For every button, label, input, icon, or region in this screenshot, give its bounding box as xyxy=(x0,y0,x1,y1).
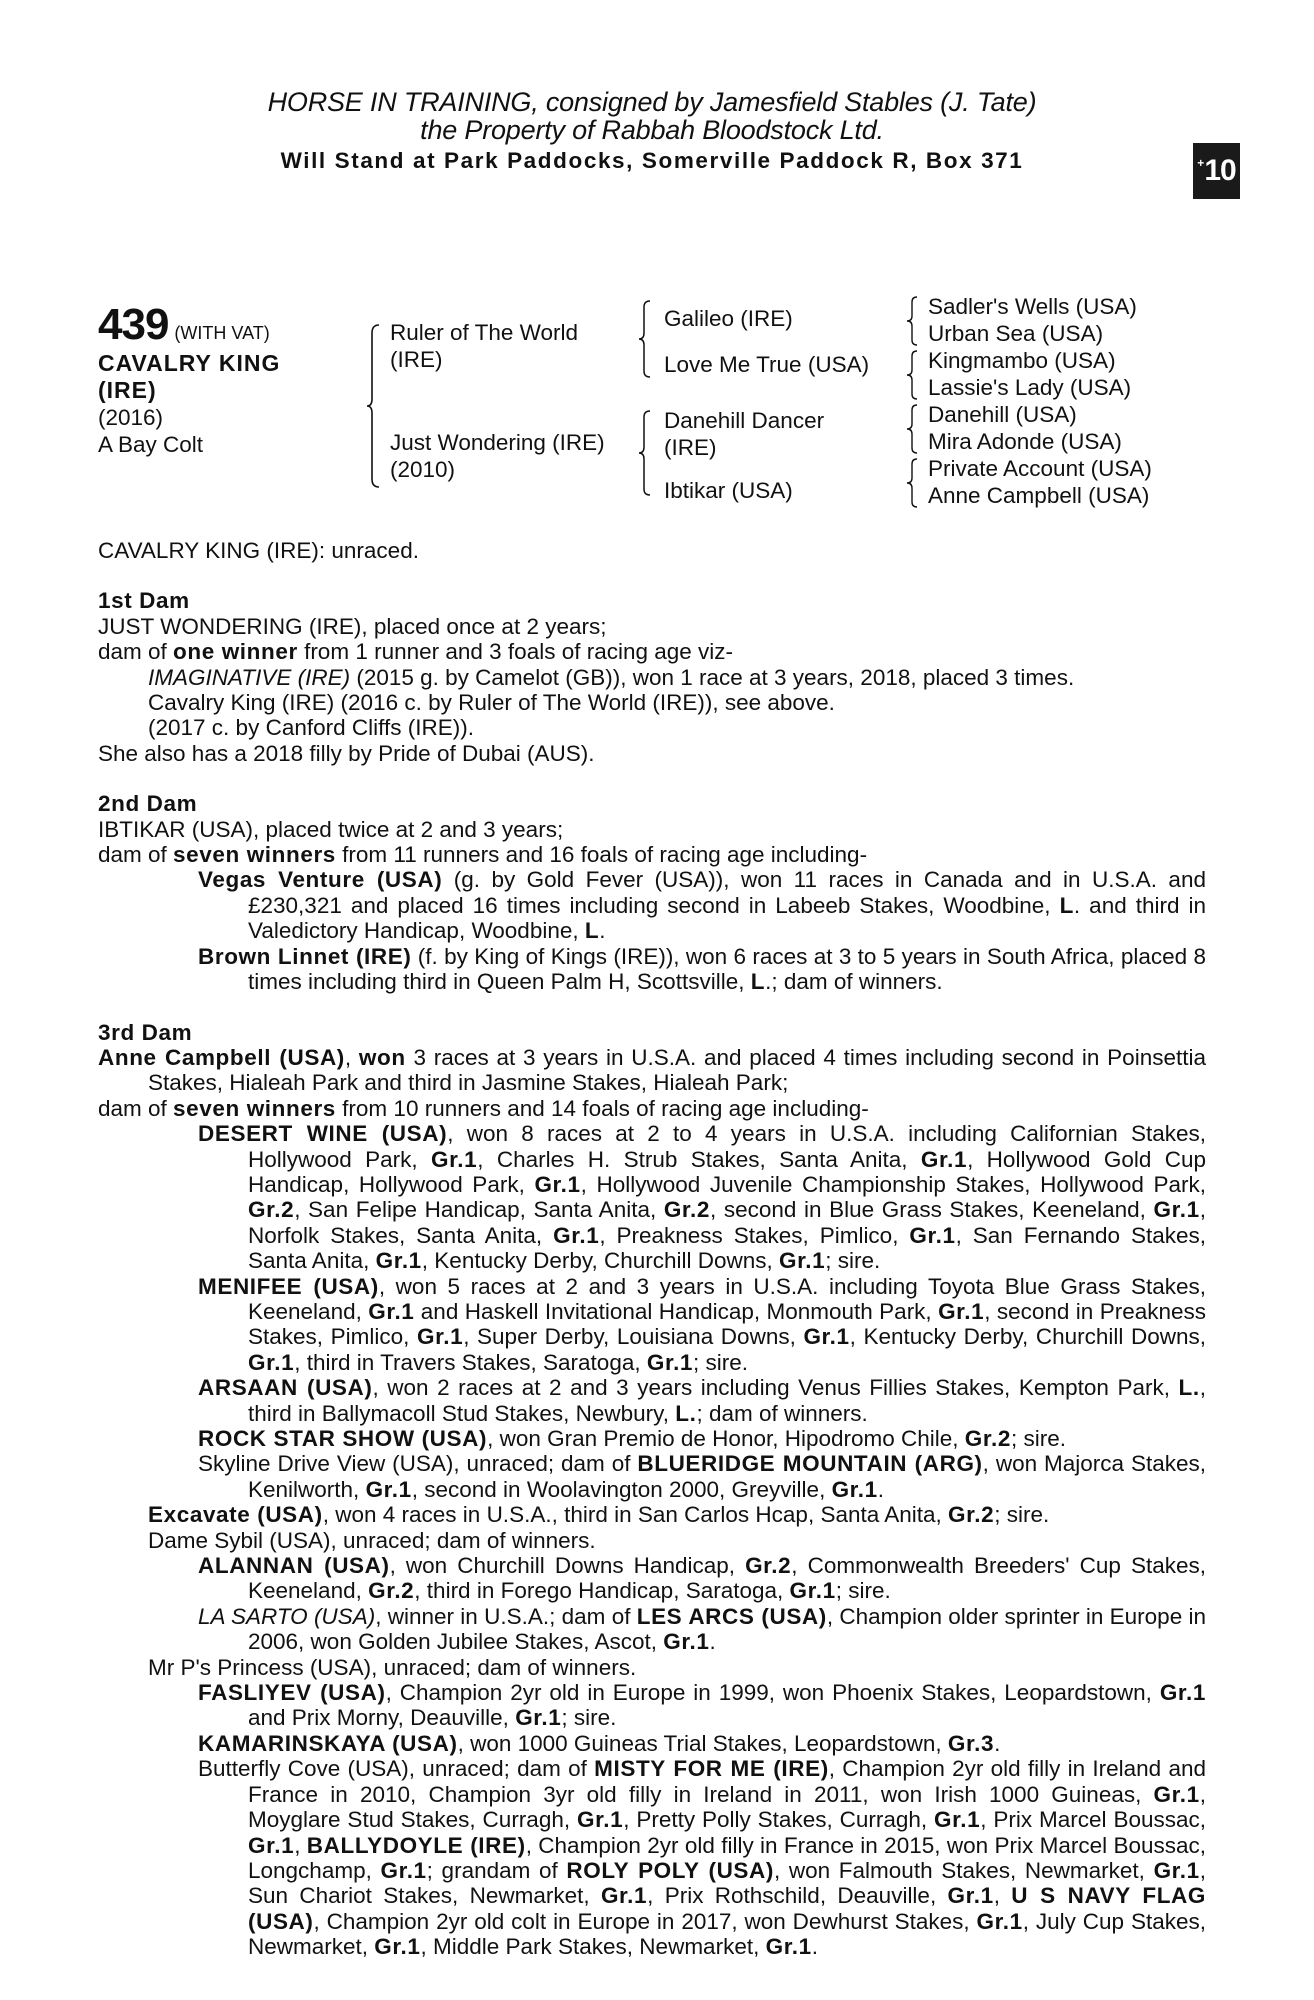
dam-sire-country: (IRE) xyxy=(664,435,717,460)
ggp-7: Private Account (USA) xyxy=(928,456,1152,481)
third-dam-summary: dam of seven winners from 10 runners and 14 foals of racing age including- xyxy=(98,1095,869,1121)
catalogue-page xyxy=(98,87,1236,1960)
produce-la-sarto: LA SARTO (USA), winner in U.S.A.; dam of LES ARCS (USA), Champion older sprinter in Europe in 2006, won Golden Jubilee Stakes, Ascot, Gr.1. xyxy=(198,1603,1207,1655)
produce-rock-star-show: ROCK STAR SHOW (USA), won Gran Premio de Honor, Hipodromo Chile, Gr.2; sire. xyxy=(198,1426,1066,1451)
ggp-6: Mira Adonde (USA) xyxy=(928,429,1122,454)
pedigree-block xyxy=(98,293,1206,533)
sire-country: (IRE) xyxy=(390,347,443,372)
produce-brown-linnet: Brown Linnet (IRE) (f. by King of Kings (IRE)), won 6 races at 3 to 5 years in South Africa, placed 8 times including third in Queen Palm H, Scottsville, L.; dam of winners. xyxy=(198,943,1206,995)
first-dam-heading: 1st Dam xyxy=(98,588,190,614)
first-dam-produce-1: IMAGINATIVE (IRE) (2015 g. by Camelot (GB)), won 1 race at 3 years, 2018, placed 3 times. xyxy=(148,664,1075,690)
produce-alannan: ALANNAN (USA), won Churchill Downs Handicap, Gr.2, Commonwealth Breeders' Cup Stakes, Keeneland, Gr.2, third in Forego Handicap, Saratoga, Gr.1; sire. xyxy=(198,1553,1206,1604)
produce-fasliyev: FASLIYEV (USA), Champion 2yr old in Europe in 1999, won Phoenix Stakes, Leopardstown, Gr.1 and Prix Morny, Deauville, Gr.1; sire. xyxy=(198,1680,1206,1731)
vat-label: (WITH VAT) xyxy=(174,323,270,343)
plus-10-badge: + 10 xyxy=(1193,143,1240,199)
dam-name: Just Wondering (IRE) xyxy=(390,430,605,455)
produce-excavate: Excavate (USA), won 4 races in U.S.A., third in San Carlos Hcap, Santa Anita, Gr.2; sire. xyxy=(148,1502,1050,1528)
ggp-1: Sadler's Wells (USA) xyxy=(928,294,1137,319)
first-dam-produce-3: (2017 c. by Canford Cliffs (IRE)). xyxy=(148,715,474,741)
race-record: CAVALRY KING (IRE): unraced. xyxy=(98,538,419,563)
horse-name: CAVALRY KING xyxy=(98,350,281,376)
sire-name: Ruler of The World xyxy=(390,320,578,345)
dam-sire: Danehill Dancer xyxy=(664,408,825,433)
horse-year: (2016) xyxy=(98,405,164,430)
ggp-brace-4 xyxy=(906,457,918,509)
produce-mr-ps-princess: Mr P's Princess (USA), unraced; dam of winners. xyxy=(148,1654,637,1680)
ggp-4: Lassie's Lady (USA) xyxy=(928,375,1132,400)
third-dam-heading: 3rd Dam xyxy=(98,1019,193,1045)
first-dam-summary: dam of one winner from 1 runner and 3 foals of racing age viz- xyxy=(98,639,734,665)
ggp-brace-1 xyxy=(906,295,918,347)
horse-description: A Bay Colt xyxy=(98,432,204,457)
dam-year: (2010) xyxy=(390,457,456,482)
ggp-3: Kingmambo (USA) xyxy=(928,348,1116,373)
property-line: the Property of Rabbah Bloodstock Ltd. xyxy=(420,115,884,145)
consignor-line: HORSE IN TRAINING, consigned by Jamesfield Stables (J. Tate) xyxy=(267,87,1037,117)
produce-arsaan: ARSAAN (USA), won 2 races at 2 and 3 years including Venus Fillies Stakes, Kempton Park, L., third in Ballymacoll Stud Stakes, Newbury, L.; dam of winners. xyxy=(198,1375,1206,1426)
produce-desert-wine: DESERT WINE (USA), won 8 races at 2 to 4 years in U.S.A. including Californian Stakes, Hollywood Park, Gr.1, Charles H. Strub Stakes, Santa Anita, Gr.1, Hollywood Gold Cup Handicap, Hollywood Park, Gr.1, Hollywood Juvenile Championship Stakes, Hollywood Park, Gr.2, San Felipe Handicap, Santa Anita, Gr.2, second in Blue Grass Stakes, Keeneland, Gr.1, Norfolk Stakes, Santa Anita, Gr.1, Preakness Stakes, Pimlico, Gr.1, San Fernando Stakes, Santa Anita, Gr.1, Kentucky Derby, Churchill Downs, Gr.1; sire. xyxy=(198,1121,1207,1274)
dam-parents-brace xyxy=(638,409,652,497)
second-dam-summary: dam of seven winners from 11 runners and 16 foals of racing age including- xyxy=(98,842,868,868)
catalogue-body xyxy=(98,538,1206,1960)
ggp-brace-3 xyxy=(906,403,918,455)
ggp-5: Danehill (USA) xyxy=(928,402,1077,427)
produce-vegas-venture: Vegas Venture (USA) (g. by Gold Fever (USA)), won 11 races in Canada and in U.S.A. and £230,321 and placed 16 times including second in Labeeb Stakes, Woodbine, L. and third in Valedictory Handicap, Woodbine, L. xyxy=(198,867,1206,944)
horse-name-country: (IRE) xyxy=(98,377,157,403)
produce-kamarinskaya: KAMARINSKAYA (USA), won 1000 Guineas Trial Stakes, Leopardstown, Gr.3. xyxy=(198,1730,1001,1756)
first-dam-produce-2: Cavalry King (IRE) (2016 c. by Ruler of The World (IRE)), see above. xyxy=(148,690,835,716)
lot-heading xyxy=(98,300,270,349)
first-dam-intro: JUST WONDERING (IRE), placed once at 2 years; xyxy=(98,613,607,639)
ggp-brace-2 xyxy=(906,349,918,401)
sire-parents-brace xyxy=(638,299,652,379)
second-dam-intro: IBTIKAR (USA), placed twice at 2 and 3 years; xyxy=(98,816,564,842)
location-line: Will Stand at Park Paddocks, Somerville Paddock R, Box 371 xyxy=(280,148,1024,173)
produce-dame-sybil: Dame Sybil (USA), unraced; dam of winners. xyxy=(148,1527,596,1553)
produce-skyline-drive-view: Skyline Drive View (USA), unraced; dam of BLUERIDGE MOUNTAIN (ARG), won Majorca Stakes, Kenilworth, Gr.1, second in Woolavington 2000, Greyville, Gr.1. xyxy=(198,1451,1206,1502)
sire-dam: Love Me True (USA) xyxy=(664,352,870,377)
produce-butterfly-cove: Butterfly Cove (USA), unraced; dam of MISTY FOR ME (IRE), Champion 2yr old filly in Ireland and France in 2010, Champion 3yr old filly in Ireland in 2011, won Irish 1000 Guineas, Gr.1, Moyglare Stud Stakes, Curragh, Gr.1, Pretty Polly Stakes, Curragh, Gr.1, Prix Marcel Boussac, Gr.1, BALLYDOYLE (IRE), Champion 2yr old filly in France in 2015, won Prix Marcel Boussac, Longchamp, Gr.1; grandam of ROLY POLY (USA), won Falmouth Stakes, Newmarket, Gr.1, Sun Chariot Stakes, Newmarket, Gr.1, Prix Rothschild, Deauville, Gr.1, U S NAVY FLAG (USA), Champion 2yr old colt in Europe in 2017, won Dewhurst Stakes, Gr.1, July Cup Stakes, Newmarket, Gr.1, Middle Park Stakes, Newmarket, Gr.1. xyxy=(198,1756,1207,1960)
dam-dam: Ibtikar (USA) xyxy=(664,478,793,503)
produce-menifee: MENIFEE (USA), won 5 races at 2 and 3 years in U.S.A. including Toyota Blue Grass Stakes, Keeneland, Gr.1 and Haskell Invitational Handicap, Monmouth Park, Gr.1, second in Preakness Stakes, Pimlico, Gr.1, Super Derby, Louisiana Downs, Gr.1, Kentucky Derby, Churchill Downs, Gr.1, third in Travers Stakes, Saratoga, Gr.1; sire. xyxy=(198,1273,1207,1375)
sire-sire: Galileo (IRE) xyxy=(664,306,793,331)
sire-dam-brace xyxy=(366,323,380,489)
first-dam-note: She also has a 2018 filly by Pride of Dubai (AUS). xyxy=(98,740,595,766)
ggp-8: Anne Campbell (USA) xyxy=(928,483,1150,508)
third-dam-intro: Anne Campbell (USA), won 3 races at 3 years in U.S.A. and placed 4 times including second in Poinsettia Stakes, Hialeah Park and third in Jasmine Stakes, Hialeah Park; xyxy=(98,1044,1206,1096)
ggp-2: Urban Sea (USA) xyxy=(928,321,1104,346)
second-dam-heading: 2nd Dam xyxy=(98,791,198,817)
lot-number: 439 xyxy=(98,300,169,349)
